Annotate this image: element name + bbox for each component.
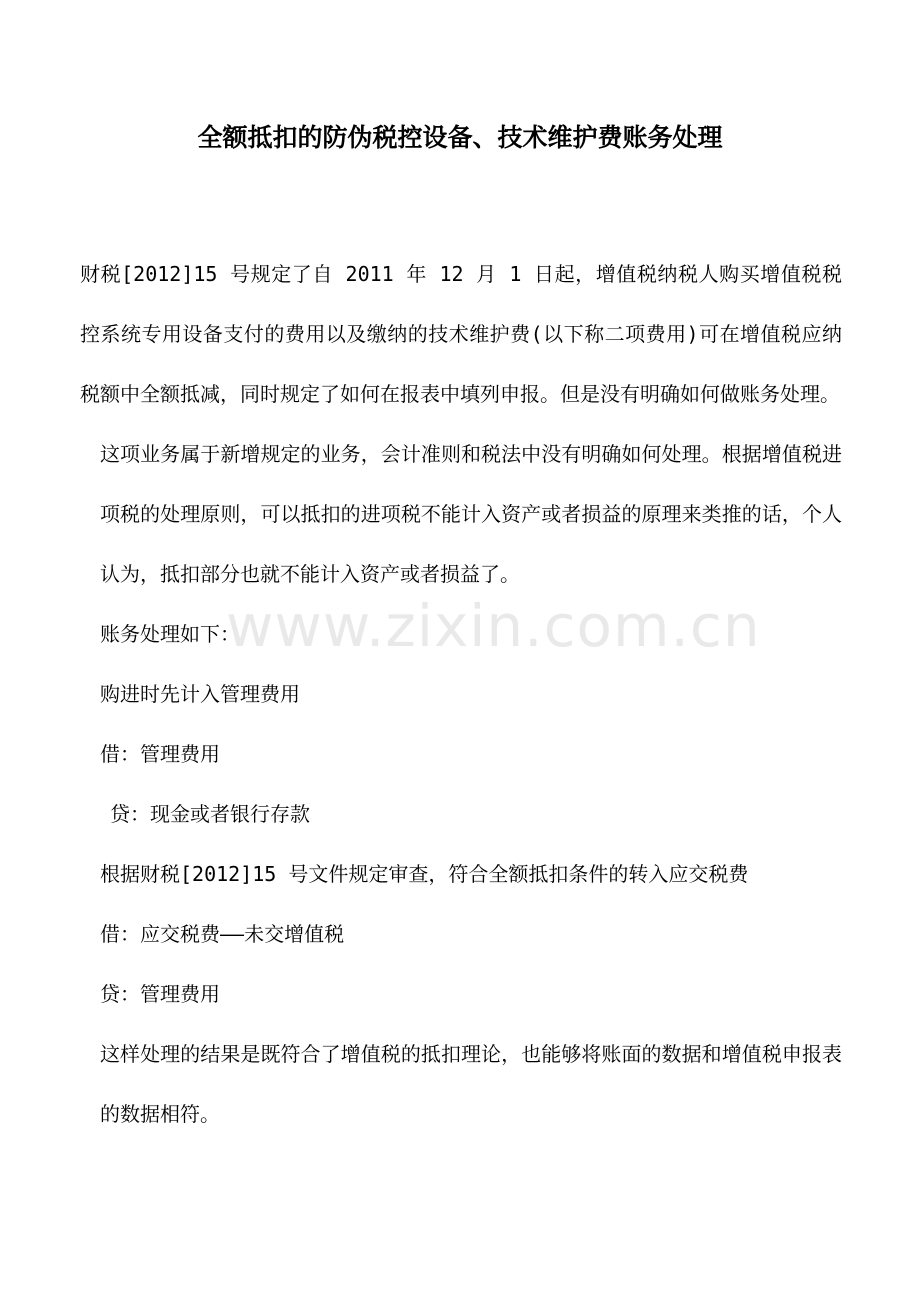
paragraph-purchase: 购进时先计入管理费用 bbox=[100, 682, 300, 706]
paragraph-transfer: 根据财税[2012]15 号文件规定审查，符合全额抵扣条件的转入应交税费 bbox=[100, 862, 749, 886]
paragraph-analysis: 这项业务属于新增规定的业务，会计准则和税法中没有明确如何处理。根据增值税进项税的处理原则，可以抵扣的进项税不能计入资产或者损益的原理来类推的话，个人认为，抵扣部分也就不能计入资产或者损益了。 bbox=[100, 442, 842, 586]
paragraph-policy: 财税[2012]15 号规定了自 2011 年 12 月 1 日起，增值税纳税人购买增值税税控系统专用设备支付的费用以及缴纳的技术维护费(以下称二项费用)可在增值税应纳税额中全额抵减，同时规定了如何在报表中填列申报。但是没有明确如何做账务处理。 bbox=[80, 262, 842, 406]
paragraph-conclusion: 这样处理的结果是既符合了增值税的抵扣理论，也能够将账面的数据和增值税申报表的数据相符。 bbox=[100, 1042, 842, 1126]
entry-debit-1: 借：管理费用 bbox=[100, 742, 220, 766]
entry-debit-2: 借：应交税费——未交增值税 bbox=[100, 922, 345, 946]
document-body bbox=[80, 244, 842, 1144]
paragraph-entries-intro: 账务处理如下： bbox=[100, 622, 240, 646]
page-title: 全额抵扣的防伪税控设备、技术维护费账务处理 bbox=[197, 123, 723, 152]
entry-credit-2: 贷：管理费用 bbox=[100, 982, 220, 1006]
entry-credit-1: 贷：现金或者银行存款 bbox=[110, 802, 310, 826]
watermark: www.zixin.com.cn bbox=[226, 592, 761, 660]
